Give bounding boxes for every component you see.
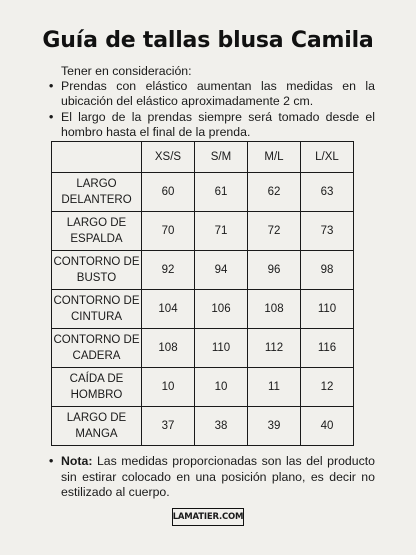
table-cell: 62: [248, 173, 301, 212]
header-size-m-l: M/L: [248, 142, 301, 173]
table-row: [52, 329, 354, 368]
table-row: [52, 212, 354, 251]
row-label: [52, 173, 142, 212]
row-label-line: CONTORNO DE: [53, 334, 140, 346]
table-cell: 116: [301, 329, 354, 368]
row-label-line: LARGO DE: [66, 412, 127, 424]
row-label: [52, 368, 142, 407]
table-cell: 63: [301, 173, 354, 212]
table-cell: 10: [195, 368, 248, 407]
table-cell: 108: [142, 329, 195, 368]
row-label-line: LARGO: [76, 178, 117, 190]
brand-text: LAMATIER.COM: [172, 512, 244, 522]
table-cell: 112: [248, 329, 301, 368]
table-cell: 38: [195, 407, 248, 446]
row-label-line: CINTURA: [70, 311, 123, 323]
size-table: [51, 141, 354, 446]
table-header-row: [52, 142, 354, 173]
header-size-s-m: S/M: [195, 142, 248, 173]
row-label-line: CAÍDA DE: [69, 373, 124, 385]
table-row: [52, 407, 354, 446]
note-label: Nota:: [61, 454, 93, 468]
measurement-note: [47, 454, 375, 501]
table-cell: 11: [248, 368, 301, 407]
row-label-line: ESPALDA: [70, 233, 123, 245]
row-label: [52, 407, 142, 446]
table-cell: 70: [142, 212, 195, 251]
table-cell: 10: [142, 368, 195, 407]
row-label: [52, 251, 142, 290]
header-empty-cell: [52, 142, 142, 173]
table-cell: 92: [142, 251, 195, 290]
table-cell: 60: [142, 173, 195, 212]
table-cell: 61: [195, 173, 248, 212]
table-cell: 110: [301, 290, 354, 329]
table-cell: 39: [248, 407, 301, 446]
table-cell: 40: [301, 407, 354, 446]
header-size-l-xl: L/XL: [301, 142, 354, 173]
considerations: [47, 64, 375, 140]
row-label: [52, 290, 142, 329]
table-cell: 71: [195, 212, 248, 251]
table-cell: 73: [301, 212, 354, 251]
page-title: Guía de tallas blusa Camila: [42, 28, 374, 53]
table-cell: 110: [195, 329, 248, 368]
table-cell: 72: [248, 212, 301, 251]
row-label-line: CONTORNO DE: [53, 295, 140, 307]
table-cell: 108: [248, 290, 301, 329]
considerations-intro: Tener en consideración:: [61, 64, 192, 78]
row-label-line: DELANTERO: [61, 194, 132, 206]
table-cell: 96: [248, 251, 301, 290]
table-cell: 94: [195, 251, 248, 290]
row-label-line: CONTORNO DE: [53, 256, 140, 268]
row-label-line: HOMBRO: [70, 389, 123, 401]
note-item: [47, 454, 375, 501]
brand-logo: [172, 508, 244, 526]
row-label-line: CADERA: [72, 350, 121, 362]
row-label: [52, 212, 142, 251]
note-text: Las medidas proporcionadas son las del producto sin estirar colocado en una posición plano, es decir no estilizado al cuerpo.: [61, 454, 375, 499]
table-cell: 106: [195, 290, 248, 329]
header-size-xs-s: XS/S: [142, 142, 195, 173]
table-cell: 98: [301, 251, 354, 290]
table-row: [52, 290, 354, 329]
table-row: [52, 173, 354, 212]
row-label-line: MANGA: [75, 428, 118, 440]
table-cell: 37: [142, 407, 195, 446]
consideration-item: • El largo de la prendas siempre será tomado desde el hombro hasta el final de la prenda.: [47, 110, 375, 140]
table-row: [52, 368, 354, 407]
consideration-item: • Prendas con elástico aumentan las medidas en la ubicación del elástico aproximadamente 2 cm.: [47, 79, 375, 109]
row-label-line: BUSTO: [76, 272, 117, 284]
table-row: [52, 251, 354, 290]
table-cell: 104: [142, 290, 195, 329]
row-label-line: LARGO DE: [66, 217, 127, 229]
row-label: [52, 329, 142, 368]
table-cell: 12: [301, 368, 354, 407]
